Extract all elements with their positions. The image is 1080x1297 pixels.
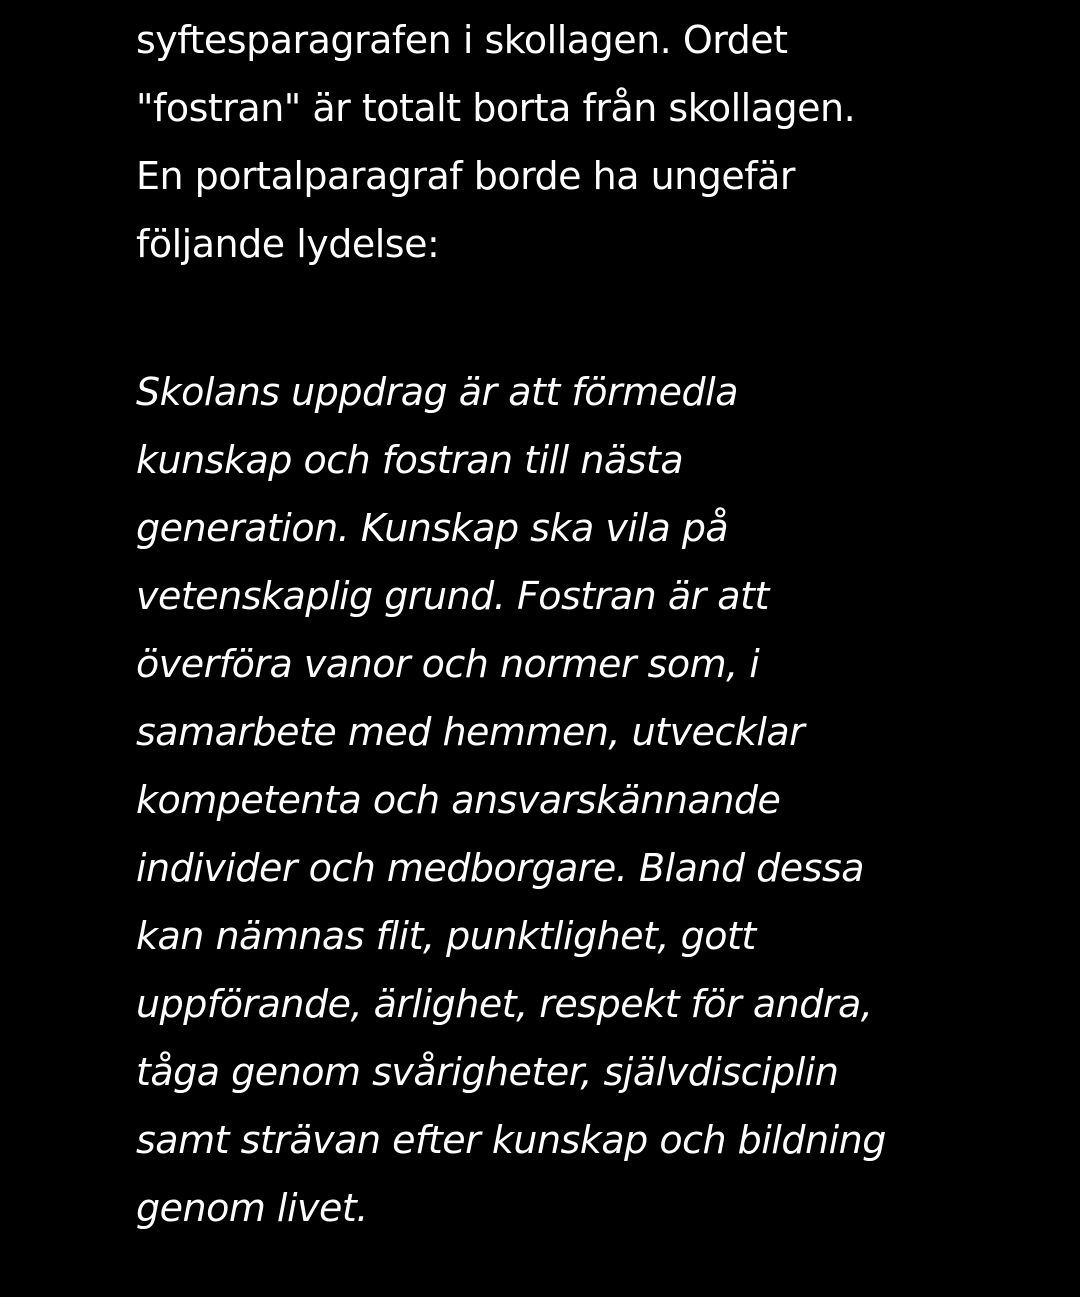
quote-line: tåga genom svårigheter, självdisciplin	[136, 1050, 839, 1094]
quote-line: genom livet.	[136, 1186, 368, 1230]
quote-line: uppförande, ärlighet, respekt för andra,	[136, 982, 873, 1026]
text-line: syftesparagrafen i skollagen. Ordet	[136, 18, 788, 62]
article-body	[136, 6, 936, 1242]
quote-line: individer och medborgare. Bland dessa	[136, 846, 865, 890]
quote-line: kunskap och fostran till nästa	[136, 438, 684, 482]
text-line: "fostran" är totalt borta från skollagen.	[136, 86, 856, 130]
quote-line: samt strävan efter kunskap och bildning	[136, 1118, 886, 1162]
quote-line: generation. Kunskap ska vila på	[136, 506, 729, 550]
quote-line: vetenskaplig grund. Fostran är att	[136, 574, 769, 618]
quote-line: överföra vanor och normer som, i	[136, 642, 760, 686]
text-line: En portalparagraf borde ha ungefär	[136, 154, 796, 198]
quote-line: samarbete med hemmen, utvecklar	[136, 710, 805, 754]
text-line: följande lydelse:	[136, 222, 440, 266]
quote-line: kan nämnas flit, punktlighet, gott	[136, 914, 756, 958]
quote-line: Skolans uppdrag är att förmedla	[136, 370, 738, 414]
intro-paragraph	[136, 6, 936, 278]
quote-line: kompetenta och ansvarskännande	[136, 778, 781, 822]
quote-paragraph	[136, 358, 936, 1242]
